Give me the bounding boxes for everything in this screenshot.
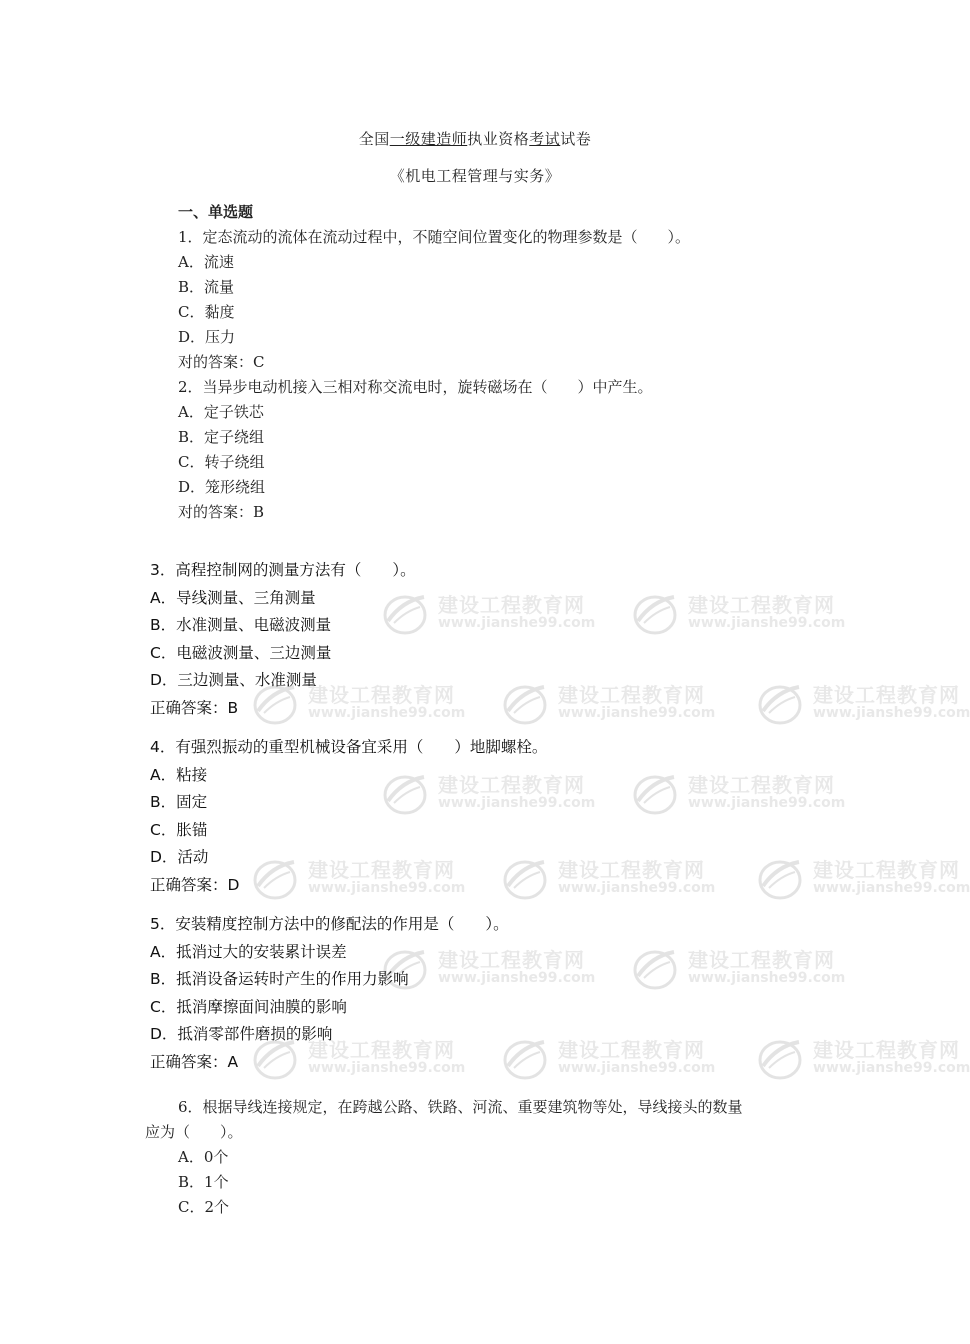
watermark-en-text: www.jianshe99.com	[558, 880, 716, 896]
q5-option-d: D．抵消零部件磨损的影响	[150, 1025, 333, 1043]
watermark-en-text: www.jianshe99.com	[558, 1060, 716, 1076]
q1-option-d: D．压力	[178, 328, 236, 346]
watermark	[630, 767, 846, 823]
logo-swoosh-icon	[755, 856, 805, 900]
watermark-cn-text: 建设工程教育网	[308, 683, 455, 707]
logo-swoosh-icon	[380, 771, 430, 815]
q3-option-d: D．三边测量、水准测量	[150, 671, 317, 689]
logo-swoosh-icon	[630, 771, 680, 815]
q2-option-d: D．笼形绕组	[178, 478, 266, 496]
logo-swoosh-icon	[500, 856, 550, 900]
watermark-cn-text: 建设工程教育网	[688, 948, 835, 972]
q6-option-b: B．1个	[178, 1173, 229, 1191]
q4-option-c: C．胀锚	[150, 821, 208, 839]
watermark-en-text: www.jianshe99.com	[308, 705, 466, 721]
q3-stem: 3．高程控制网的测量方法有（ ）。	[150, 561, 416, 579]
q5-answer: 正确答案：A	[150, 1053, 239, 1071]
logo-swoosh-icon	[250, 856, 300, 900]
q1-option-a: A．流速	[178, 253, 234, 271]
watermark	[380, 942, 596, 998]
watermark-cn-text: 建设工程教育网	[438, 773, 585, 797]
watermark-cn-text: 建设工程教育网	[813, 858, 960, 882]
watermark-cn-text: 建设工程教育网	[308, 1038, 455, 1062]
title-part-1: 全国	[358, 130, 390, 148]
q2-option-b: B．定子绕组	[178, 428, 265, 446]
watermark-en-text: www.jianshe99.com	[438, 795, 596, 811]
watermark	[380, 767, 596, 823]
logo-swoosh-icon	[500, 681, 550, 725]
watermark-en-text: www.jianshe99.com	[688, 795, 846, 811]
exam-subtitle: 《机电工程管理与实务》	[389, 167, 561, 185]
watermark	[755, 1032, 970, 1088]
logo-swoosh-icon	[755, 681, 805, 725]
q5-option-c: C．抵消摩擦面间油膜的影响	[150, 998, 347, 1016]
q2-stem: 2．当异步电动机接入三相对称交流电时，旋转磁场在（ ）中产生。	[178, 378, 653, 396]
q6-stem-line-2: 应为（ ）。	[145, 1123, 243, 1141]
q2-answer: 对的答案：B	[178, 503, 265, 521]
watermark-cn-text: 建设工程教育网	[688, 593, 835, 617]
q4-option-d: D．活动	[150, 848, 209, 866]
title-part-3: 执业资格	[467, 130, 530, 148]
q4-stem: 4．有强烈振动的重型机械设备宜采用（ ）地脚螺栓。	[150, 738, 548, 756]
watermark-cn-text: 建设工程教育网	[558, 858, 705, 882]
watermark	[755, 677, 970, 733]
logo-swoosh-icon	[755, 1036, 805, 1080]
exam-title	[0, 128, 950, 149]
q1-option-b: B．流量	[178, 278, 235, 296]
logo-swoosh-icon	[380, 591, 430, 635]
q1-option-c: C．黏度	[178, 303, 235, 321]
watermark-en-text: www.jianshe99.com	[813, 705, 970, 721]
watermark-en-text: www.jianshe99.com	[558, 705, 716, 721]
q3-option-a: A．导线测量、三角测量	[150, 589, 316, 607]
logo-swoosh-icon	[630, 946, 680, 990]
watermark-en-text: www.jianshe99.com	[308, 1060, 466, 1076]
q1-answer: 对的答案：C	[178, 353, 265, 371]
q1-stem: 1．定态流动的流体在流动过程中，不随空间位置变化的物理参数是（ ）。	[178, 228, 691, 246]
q3-answer: 正确答案：B	[150, 699, 239, 717]
watermark-cn-text: 建设工程教育网	[813, 1038, 960, 1062]
watermark-cn-text: 建设工程教育网	[813, 683, 960, 707]
watermark-en-text: www.jianshe99.com	[688, 615, 846, 631]
q6-stem-line-1: 6．根据导线连接规定，在跨越公路、铁路、河流、重要建筑物等处，导线接头的数量	[178, 1098, 743, 1116]
q5-stem: 5．安装精度控制方法中的修配法的作用是（ ）。	[150, 915, 509, 933]
watermark-en-text: www.jianshe99.com	[813, 1060, 970, 1076]
title-part-5: 试卷	[560, 130, 592, 148]
logo-swoosh-icon	[500, 1036, 550, 1080]
watermark	[250, 852, 466, 908]
logo-swoosh-icon	[630, 591, 680, 635]
watermark	[500, 852, 716, 908]
watermark-cn-text: 建设工程教育网	[438, 593, 585, 617]
q3-option-c: C．电磁波测量、三边测量	[150, 644, 332, 662]
watermark-cn-text: 建设工程教育网	[308, 858, 455, 882]
q6-option-c: C．2个	[178, 1198, 230, 1216]
watermark-en-text: www.jianshe99.com	[438, 615, 596, 631]
watermark	[755, 852, 970, 908]
watermark	[630, 942, 846, 998]
q2-option-c: C．转子绕组	[178, 453, 265, 471]
q6-option-a: A．0个	[178, 1148, 229, 1166]
q4-option-b: B．固定	[150, 793, 208, 811]
watermark-cn-text: 建设工程教育网	[558, 1038, 705, 1062]
watermark	[380, 587, 596, 643]
title-part-4: 考试	[529, 130, 561, 148]
watermark-en-text: www.jianshe99.com	[813, 880, 970, 896]
watermark-cn-text: 建设工程教育网	[688, 773, 835, 797]
q5-option-a: A．抵消过大的安装累计误差	[150, 943, 347, 961]
watermark-cn-text: 建设工程教育网	[438, 948, 585, 972]
watermark	[500, 677, 716, 733]
q4-option-a: A．粘接	[150, 766, 208, 784]
watermark-en-text: www.jianshe99.com	[438, 970, 596, 986]
watermark-en-text: www.jianshe99.com	[688, 970, 846, 986]
q2-option-a: A．定子铁芯	[178, 403, 264, 421]
q3-option-b: B．水准测量、电磁波测量	[150, 616, 332, 634]
watermark	[630, 587, 846, 643]
section-heading: 一、单选题	[178, 203, 254, 221]
watermark	[500, 1032, 716, 1088]
q5-option-b: B．抵消设备运转时产生的作用力影响	[150, 970, 409, 988]
q4-answer: 正确答案：D	[150, 876, 240, 894]
watermarked-image-block	[140, 552, 970, 1080]
title-part-2: 一级建造师	[389, 130, 468, 148]
watermark-cn-text: 建设工程教育网	[558, 683, 705, 707]
watermark-en-text: www.jianshe99.com	[308, 880, 466, 896]
